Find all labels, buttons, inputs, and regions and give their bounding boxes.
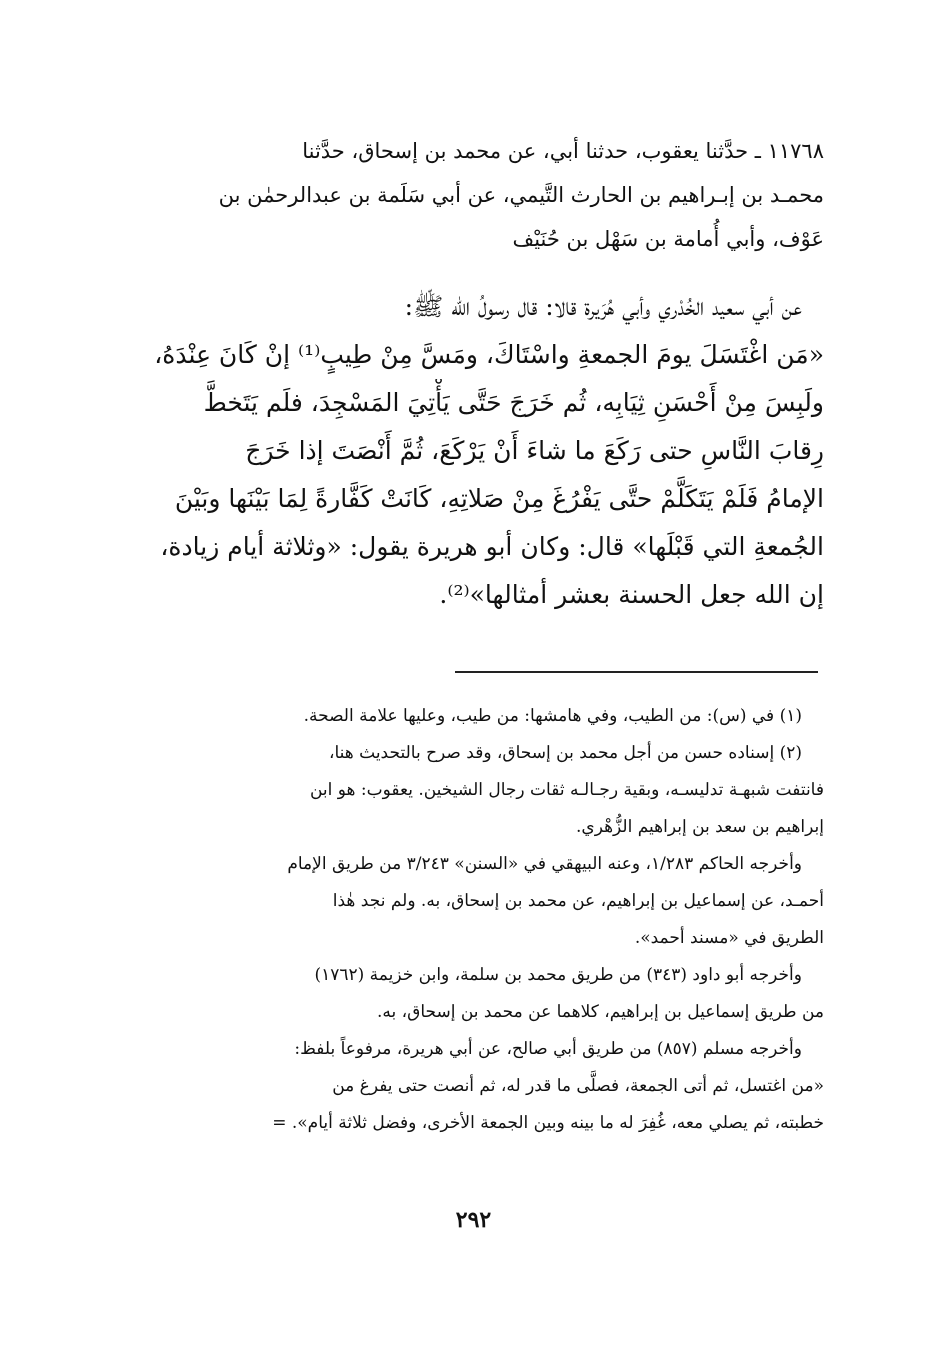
footnote-separator bbox=[455, 671, 818, 673]
footnote-para-line: الطريق في «مسند أحمد». bbox=[634, 928, 824, 948]
footnote-2-line: إبراهيم بن سعد بن إبراهيم الزُّهْري. bbox=[575, 817, 824, 837]
matn-line: رِقابَ النَّاسِ حتى رَكَعَ ما شاءَ أَنْ يَرْكَعَ، ثُمَّ أَنْصَتَ إذا خَرَجَ bbox=[245, 436, 824, 465]
footnote-para-line: أحمـد، عن إسماعيل بن إبراهيم، عن محمد بن إسحاق، به. ولم نجد هٰذا bbox=[332, 891, 824, 911]
matn-line: عن أبي سعيد الخُدْري وأبي هُرَيرة قالا: قال رسولُ الله ﷺ: bbox=[404, 292, 802, 321]
isnad-line: عَوْف، وأبي أُمامة بن سَهْل بن حُنَيْف bbox=[512, 227, 824, 251]
footnotes bbox=[112, 698, 824, 1142]
footnote-para-line: «من اغتسل، ثم أتى الجمعة، فصلَّى ما قدر له، ثم أنصت حتى يفرغ من bbox=[332, 1076, 824, 1096]
footnote-para-line: من طريق إسماعيل بن إبراهيم، كلاهما عن محمد بن إسحاق، به. bbox=[377, 1002, 824, 1022]
page-number: ٢٩٢ bbox=[455, 1207, 492, 1233]
footnote-para-line: خطبته، ثم يصلي معه، غُفِرَ له ما بينه وبين الجمعة الأخرى، وفضل ثلاثة أيام». = bbox=[272, 1113, 824, 1133]
isnad-line: ١١٧٦٨ ـ حدَّثنا يعقوب، حدثنا أبي، عن محمد بن إسحاق، حدَّثنا bbox=[302, 139, 824, 163]
footnote-para-line: وأخرجه أبو داود (٣٤٣) من طريق محمد بن سلمة، وابن خزيمة (١٧٦٢) bbox=[314, 965, 802, 985]
hadith-isnad bbox=[112, 129, 824, 261]
isnad-line: محمـد بن إبـراهيم بن الحارث التَّيمي، عن أبي سَلَمة بن عبدالرحمٰن بن bbox=[218, 183, 824, 207]
hadith-matn bbox=[112, 283, 824, 619]
footnote-para-line: وأخرجه الحاكم ١/٢٨٣، وعنه البيهقي في «السنن» ٣/٢٤٣ من طريق الإمام bbox=[287, 854, 802, 874]
matn-line: الجُمعةِ التي قَبْلَها» قال: وكان أبو هريرة يقول: «وثلاثة أيام زيادة، bbox=[160, 532, 824, 561]
matn-line: الإمامُ فَلَمْ يَتَكَلَّمْ حتَّى يَفْرُغَ مِنْ صَلاتِهِ، كَانَتْ كَفَّارةً لِمَا بَيْنَها وبَيْنَ bbox=[174, 484, 824, 513]
matn-line: ولَبِسَ مِنْ أَحْسَنِ ثِيَابِه، ثُم خَرَجَ حَتَّى يَأْتِيَ المَسْجِدَ، فلَم يَتَخطَّ bbox=[203, 388, 824, 417]
matn-line: إن الله جعل الحسنة بعشر أمثالها»⁽²⁾. bbox=[439, 580, 824, 609]
matn-line: «مَن اغْتَسَلَ يومَ الجمعةِ واسْتَاكَ، ومَسَّ مِنْ طِيبٍ⁽¹⁾ إنْ كَانَ عِنْدَهُ، bbox=[154, 340, 824, 369]
footnote-1: (١) في (س): من الطيب، وفي هامشها: من طيب، وعليها علامة الصحة. bbox=[303, 706, 802, 726]
footnote-2-line: فانتفت شبهـة تدليسـه، وبقية رجـالـه ثقات رجال الشيخين. يعقوب: هو ابن bbox=[309, 780, 824, 800]
footnote-2-line: (٢) إسناده حسن من أجل محمد بن إسحاق، وقد صرح بالتحديث هنا، bbox=[328, 743, 802, 763]
footnote-para-line: وأخرجه مسلم (٨٥٧) من طريق أبي صالح، عن أبي هريرة، مرفوعاً بلفظ: bbox=[294, 1039, 802, 1059]
